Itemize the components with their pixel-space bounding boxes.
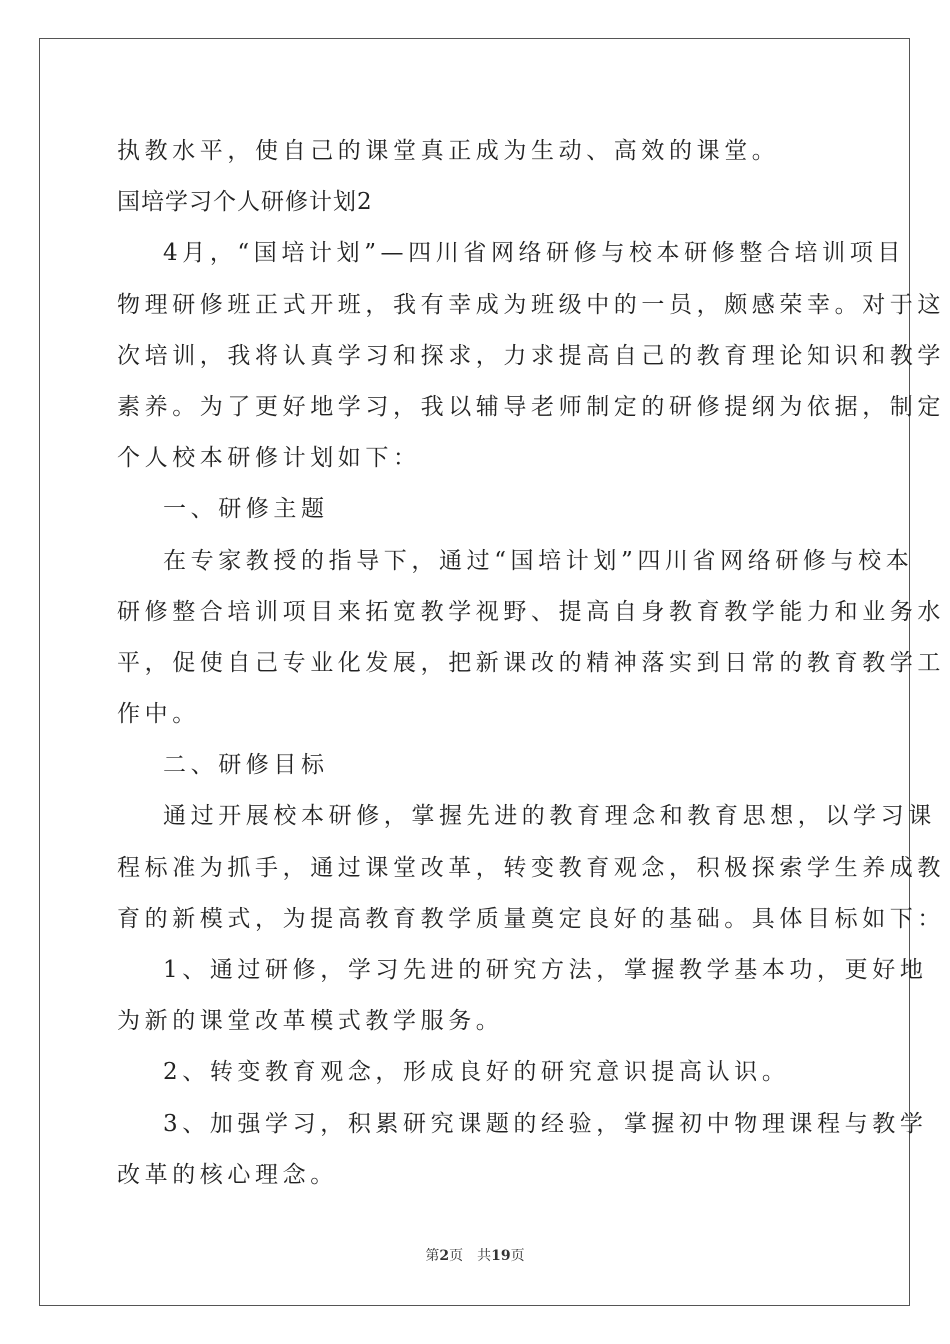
list-item-line: 3、加强学习，积累研究课题的经验，掌握初中物理课程与教学: [163, 1110, 928, 1137]
list-item-line: 改革的核心理念。: [117, 1161, 338, 1188]
paragraph-line: 个人校本研修计划如下：: [117, 445, 421, 472]
total-prefix: 共: [477, 1248, 492, 1264]
subheading-line: 二、研修目标: [163, 752, 329, 779]
paragraph-line: 在专家教授的指导下，通过“国培计划”四川省网络研修与校本: [163, 547, 914, 574]
paragraph-line: 研修整合培训项目来拓宽教学视野、提高自身教育教学能力和业务水: [117, 598, 945, 625]
page-prefix: 第: [425, 1248, 440, 1264]
paragraph-line: 育的新模式，为提高教育教学质量奠定良好的基础。具体目标如下：: [117, 905, 945, 932]
document-body: [117, 126, 945, 1201]
total-suffix: 页: [510, 1248, 525, 1264]
paragraph-line: 通过开展校本研修，掌握先进的教育理念和教育思想，以学习课: [163, 803, 936, 830]
list-item-line: 为新的课堂改革模式教学服务。: [117, 1008, 504, 1035]
paragraph-line: 素养。为了更好地学习，我以辅导老师制定的研修提纲为依据，制定: [117, 393, 945, 420]
list-item-line: 1、通过研修，学习先进的研究方法，掌握教学基本功，更好地: [163, 957, 928, 983]
current-page-number: 2: [439, 1248, 450, 1264]
paragraph-line: 物理研修班正式开班，我有幸成为班级中的一员，颇感荣幸。对于这: [117, 291, 945, 318]
paragraph-line: 次培训，我将认真学习和探求，力求提高自己的教育理论知识和教学: [117, 342, 945, 369]
list-item-line: 2、转变教育观念，形成良好的研究意识提高认识。: [163, 1059, 790, 1086]
paragraph-line: 平，促使自己专业化发展，把新课改的精神落实到日常的教育教学工: [117, 649, 945, 676]
section-title: 国培学习个人研修计划2: [117, 189, 373, 216]
subheading-line: 一、研修主题: [163, 496, 329, 523]
page-footer: [0, 1245, 950, 1265]
paragraph-line: 4月，“国培计划”—四川省网络研修与校本研修整合培训项目: [163, 240, 905, 267]
paragraph-line: 程标准为抓手，通过课堂改革，转变教育观念，积极探索学生养成教: [117, 854, 945, 881]
paragraph-line: 执教水平，使自己的课堂真正成为生动、高效的课堂。: [117, 138, 780, 164]
total-page-count: 19: [491, 1248, 511, 1264]
page-suffix: 页: [449, 1248, 464, 1264]
paragraph-line: 作中。: [117, 701, 200, 728]
